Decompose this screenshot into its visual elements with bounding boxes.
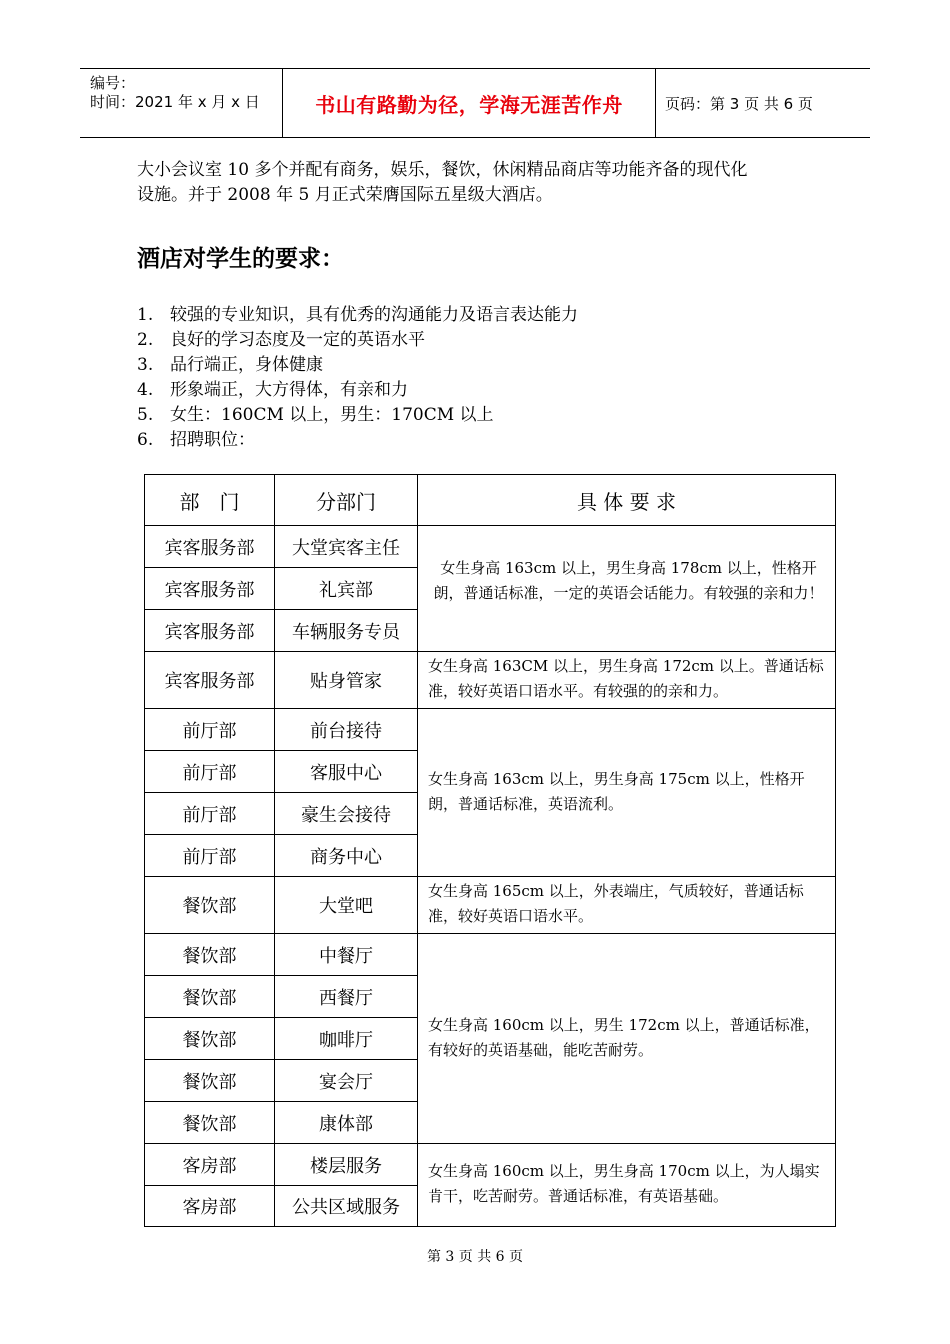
dept-cell: 餐饮部 bbox=[145, 1102, 275, 1144]
dept-cell: 餐饮部 bbox=[145, 877, 275, 934]
positions-table bbox=[144, 474, 836, 1227]
date-label: 时间：2021 年 x 月 x 日 bbox=[90, 93, 260, 111]
list-number: 6. bbox=[137, 430, 154, 450]
dept-cell: 宾客服务部 bbox=[145, 652, 275, 709]
list-item bbox=[137, 378, 578, 403]
list-number: 1. bbox=[137, 305, 154, 325]
list-text: 品行端正，身体健康 bbox=[170, 355, 323, 375]
table-row bbox=[145, 652, 836, 709]
dept-cell: 宾客服务部 bbox=[145, 610, 275, 652]
page-footer: 第 3 页 共 6 页 bbox=[426, 1249, 524, 1265]
table-row bbox=[145, 709, 836, 751]
table-row bbox=[145, 1144, 836, 1186]
section-title: 酒店对学生的要求： bbox=[137, 246, 344, 272]
subdept-cell: 公共区域服务 bbox=[275, 1186, 418, 1227]
list-text: 形象端正，大方得体，有亲和力 bbox=[170, 380, 408, 400]
dept-cell: 客房部 bbox=[145, 1186, 275, 1227]
page-indicator: 页码：第 3 页 共 6 页 bbox=[665, 94, 813, 113]
list-number: 2. bbox=[137, 330, 154, 350]
header-page-cell bbox=[655, 69, 870, 137]
subdept-cell: 咖啡厅 bbox=[275, 1018, 418, 1060]
dept-cell: 餐饮部 bbox=[145, 934, 275, 976]
subdept-cell: 礼宾部 bbox=[275, 568, 418, 610]
subdept-cell: 商务中心 bbox=[275, 835, 418, 877]
dept-cell: 前厅部 bbox=[145, 709, 275, 751]
table-row bbox=[145, 526, 836, 568]
column-header-requirements: 具 体 要 求 bbox=[418, 475, 836, 526]
table-row bbox=[145, 934, 836, 976]
requirement-cell: 女生身高 160cm 以上，男生 172cm 以上，普通话标准，有较好的英语基础，能吃苦耐劳。 bbox=[418, 934, 836, 1144]
list-number: 5. bbox=[137, 405, 154, 425]
list-number: 3. bbox=[137, 355, 154, 375]
table-header-row bbox=[145, 475, 836, 526]
dept-cell: 餐饮部 bbox=[145, 1018, 275, 1060]
intro-line: 设施。并于 2008 年 5 月正式荣膺国际五星级大酒店。 bbox=[137, 185, 553, 205]
subdept-cell: 大堂宾客主任 bbox=[275, 526, 418, 568]
header-motto-cell bbox=[282, 69, 656, 137]
serial-label: 编号： bbox=[90, 74, 136, 92]
requirements-list bbox=[137, 303, 578, 453]
subdept-cell: 客服中心 bbox=[275, 751, 418, 793]
dept-cell: 餐饮部 bbox=[145, 1060, 275, 1102]
subdept-cell: 康体部 bbox=[275, 1102, 418, 1144]
motto: 书山有路勤为径，学海无涯苦作舟 bbox=[315, 92, 623, 117]
subdept-cell: 中餐厅 bbox=[275, 934, 418, 976]
subdept-cell: 贴身管家 bbox=[275, 652, 418, 709]
intro-line: 大小会议室 10 多个并配有商务，娱乐，餐饮，休闲精品商店等功能齐备的现代化 bbox=[137, 160, 748, 180]
table-row bbox=[145, 877, 836, 934]
dept-cell: 宾客服务部 bbox=[145, 526, 275, 568]
subdept-cell: 前台接待 bbox=[275, 709, 418, 751]
intro-paragraph bbox=[137, 158, 827, 208]
dept-cell: 前厅部 bbox=[145, 835, 275, 877]
dept-cell: 客房部 bbox=[145, 1144, 275, 1186]
list-item bbox=[137, 353, 578, 378]
requirement-cell: 女生身高 165cm 以上，外表端庄，气质较好，普通话标准，较好英语口语水平。 bbox=[418, 877, 836, 934]
subdept-cell: 豪生会接待 bbox=[275, 793, 418, 835]
subdept-cell: 楼层服务 bbox=[275, 1144, 418, 1186]
subdept-cell: 大堂吧 bbox=[275, 877, 418, 934]
dept-cell: 前厅部 bbox=[145, 793, 275, 835]
list-item bbox=[137, 403, 578, 428]
dept-cell: 宾客服务部 bbox=[145, 568, 275, 610]
list-item bbox=[137, 428, 578, 453]
header-meta bbox=[80, 69, 282, 137]
requirement-cell: 女生身高 163cm 以上，男生身高 178cm 以上，性格开朗，普通话标准，一定的英语会话能力。有较强的亲和力！ bbox=[418, 526, 836, 652]
column-header-subdept: 分部门 bbox=[275, 475, 418, 526]
list-text: 女生：160CM 以上，男生：170CM 以上 bbox=[170, 405, 494, 425]
page-header bbox=[80, 68, 870, 138]
list-item bbox=[137, 328, 578, 353]
requirement-cell: 女生身高 160cm 以上，男生身高 170cm 以上，为人塌实肯干，吃苦耐劳。普通话标准，有英语基础。 bbox=[418, 1144, 836, 1227]
list-text: 招聘职位： bbox=[170, 430, 255, 450]
requirement-cell: 女生身高 163CM 以上，男生身高 172cm 以上。普通话标准，较好英语口语水平。有较强的的亲和力。 bbox=[418, 652, 836, 709]
column-header-dept: 部 门 bbox=[145, 475, 275, 526]
list-text: 较强的专业知识，具有优秀的沟通能力及语言表达能力 bbox=[170, 305, 578, 325]
requirement-cell: 女生身高 163cm 以上，男生身高 175cm 以上，性格开朗，普通话标准，英语流利。 bbox=[418, 709, 836, 877]
dept-cell: 餐饮部 bbox=[145, 976, 275, 1018]
list-number: 4. bbox=[137, 380, 154, 400]
subdept-cell: 车辆服务专员 bbox=[275, 610, 418, 652]
subdept-cell: 宴会厅 bbox=[275, 1060, 418, 1102]
subdept-cell: 西餐厅 bbox=[275, 976, 418, 1018]
dept-cell: 前厅部 bbox=[145, 751, 275, 793]
list-text: 良好的学习态度及一定的英语水平 bbox=[170, 330, 425, 350]
list-item bbox=[137, 303, 578, 328]
